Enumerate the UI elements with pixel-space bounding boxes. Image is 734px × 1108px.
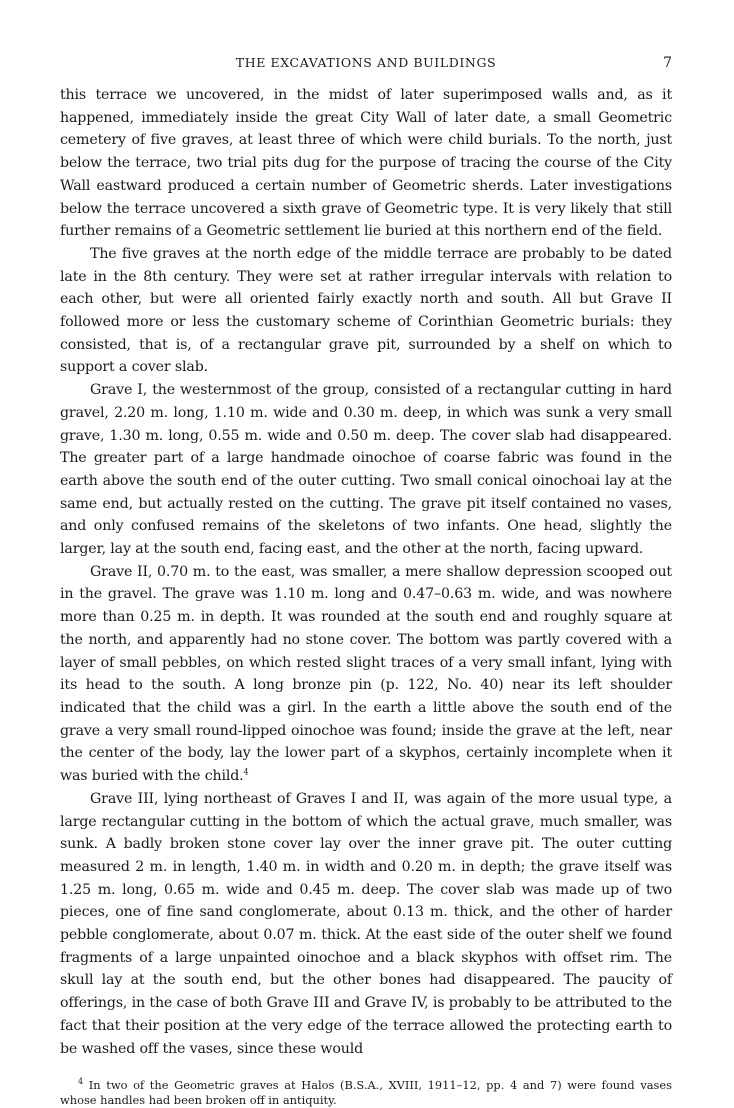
body-text [60, 84, 672, 1060]
document-page [60, 52, 672, 1108]
footnote-reference: 4 [243, 767, 249, 777]
paragraph-grave-ii-text: Grave II, 0.70 m. to the east, was smaller, a mere shallow depression scooped out in the gravel. The grave was 1.10 m. long and 0.47–0.63 m. wide, and was nowhere more than 0.25 m. in depth. It was rounded at the south end and roughly square at the north, and apparently had no stone cover. The bottom was partly covered with a layer of small pebbles, on which rested slight traces of a very small infant, lying with its head to the south. A long bronze pin (p. 122, No. 40) near its left shoulder indicated that the child was a girl. In the earth a little above the south end of the grave a very small round-lipped oinochoe was found; inside the grave at the left, near the center of the body, lay the lower part of a skyphos, certainly incomplete when it was buried with the child. [60, 563, 672, 785]
running-title: THE EXCAVATIONS AND BUILDINGS [235, 55, 497, 70]
running-head [60, 52, 672, 74]
footnote-marker: 4 [78, 1077, 84, 1087]
paragraph-continuation: this terrace we uncovered, in the midst of later superimposed walls and, as it happened, immediately inside the great City Wall of later date, a small Geometric cemetery of five graves, at least three of which were child burials. To the north, just below the terrace, two trial pits dug for the purpose of tracing the course of the City Wall eastward produced a certain number of Geometric sherds. Later investigations below the terrace uncovered a sixth grave of Geometric type. It is very likely that still further remains of a Geometric settlement lie buried at this northern end of the field. [60, 87, 672, 240]
paragraph-grave-i: Grave I, the westernmost of the group, consisted of a rectangular cutting in hard gravel, 2.20 m. long, 1.10 m. wide and 0.30 m. deep, in which was sunk a very small grave, 1.30 m. long, 0.55 m. wide and 0.50 m. deep. The cover slab had disappeared. The greater part of a large handmade oinochoe of coarse fabric was found in the earth above the south end of the outer cutting. Two small conical oinochoai lay at the same end, but actually rested on the cutting. The grave pit itself contained no vases, and only confused remains of the skeletons of two infants. One head, slightly the larger, lay at the south end, facing east, and the other at the north, facing upward. [60, 382, 672, 558]
paragraph-grave-iii: Grave III, lying northeast of Graves I and II, was again of the more usual type, a large rectangular cutting in the bottom of which the actual grave, much smaller, was sunk. A badly broken stone cover lay over the inner grave pit. The outer cutting measured 2 m. in length, 1.40 m. in width and 0.20 m. in depth; the grave itself was 1.25 m. long, 0.65 m. wide and 0.45 m. deep. The cover slab was made up of two pieces, one of fine sand conglomerate, about 0.13 m. thick, and the other of harder pebble conglomerate, about 0.07 m. thick. At the east side of the outer shelf we found fragments of a large unpainted oinochoe and a black skyphos with offset rim. The skull lay at the south end, but the other bones had disappeared. The paucity of offerings, in the case of both Grave III and Grave IV, is probably to be attributed to the fact that their position at the very edge of the terrace allowed the protecting earth to be washed off the vases, since these would [60, 790, 672, 1057]
paragraph-grave-ii [60, 561, 672, 788]
footnote [60, 1074, 672, 1108]
paragraph-graves-overview: The five graves at the north edge of the middle terrace are probably to be dated late in the 8th century. They were set at rather irregular intervals with relation to each other, but were all oriented fairly exactly north and south. All but Grave II followed more or less the customary scheme of Corinthian Geometric burials: they consisted, that is, of a rectangular grave pit, surrounded by a shelf on which to support a cover slab. [60, 245, 672, 376]
page-number: 7 [663, 55, 672, 71]
footnote-text: In two of the Geometric graves at Halos (B.S.A., XVIII, 1911–12, pp. 4 and 7) were found vases whose handles had been broken off in antiquity. [60, 1078, 672, 1108]
